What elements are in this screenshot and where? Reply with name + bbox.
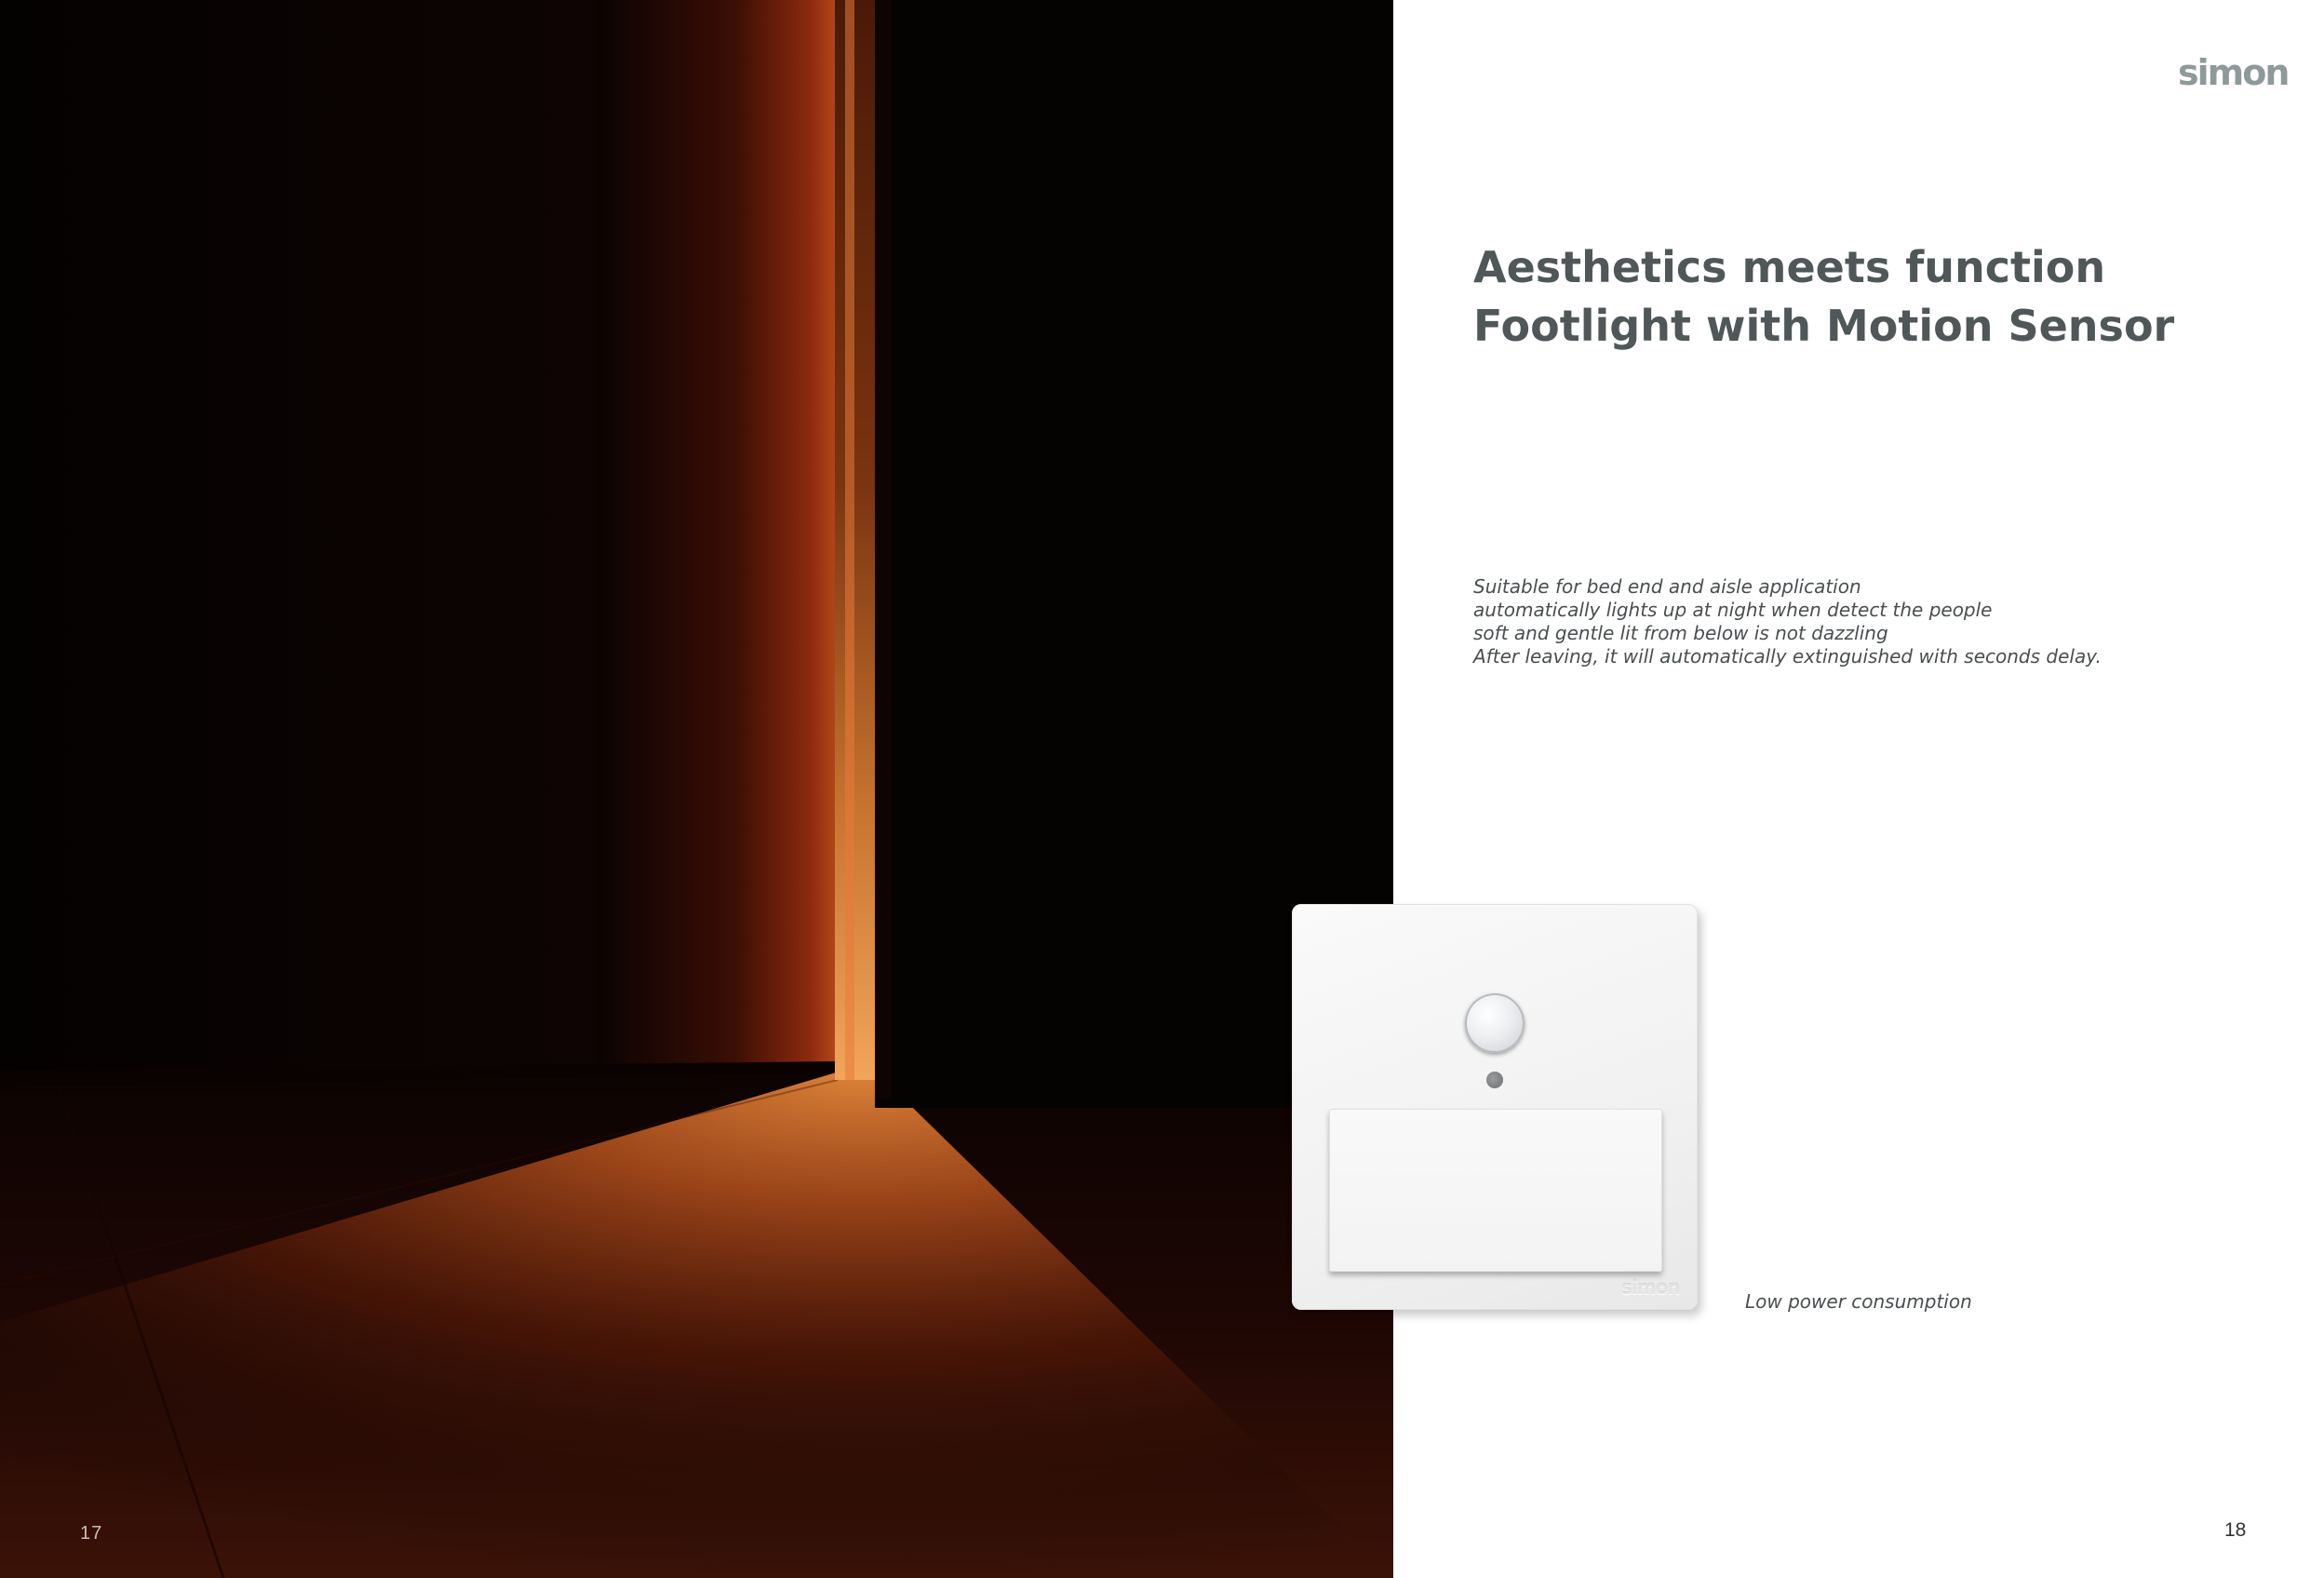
description-line-2: automatically lights up at night when detect the people <box>1473 599 1993 621</box>
product-description <box>1473 575 2181 668</box>
footlight-product-image <box>1292 904 1698 1310</box>
description-line-4: After leaving, it will automatically extinguished with seconds delay. <box>1473 645 2102 668</box>
page-number-left: 17 <box>80 1523 103 1544</box>
plate-logo: simon <box>1621 1276 1680 1299</box>
brand-logo: simon <box>2178 52 2289 93</box>
headline-line-1: Aesthetics meets function <box>1473 242 2106 292</box>
page-number-right: 18 <box>2224 1519 2247 1541</box>
right-page <box>1393 0 2324 1578</box>
description-line-3: soft and gentle lit from below is not dazzling <box>1473 622 1888 644</box>
indicator-dot <box>1486 1072 1503 1088</box>
feature-caption: Low power consumption <box>1745 1290 1972 1313</box>
headline-line-2: Footlight with Motion Sensor <box>1473 301 2175 351</box>
light-diffuser-panel <box>1329 1109 1662 1272</box>
headline <box>1473 238 2274 356</box>
motion-sensor-lens <box>1465 993 1525 1053</box>
description-line-1: Suitable for bed end and aisle application <box>1473 575 1861 598</box>
